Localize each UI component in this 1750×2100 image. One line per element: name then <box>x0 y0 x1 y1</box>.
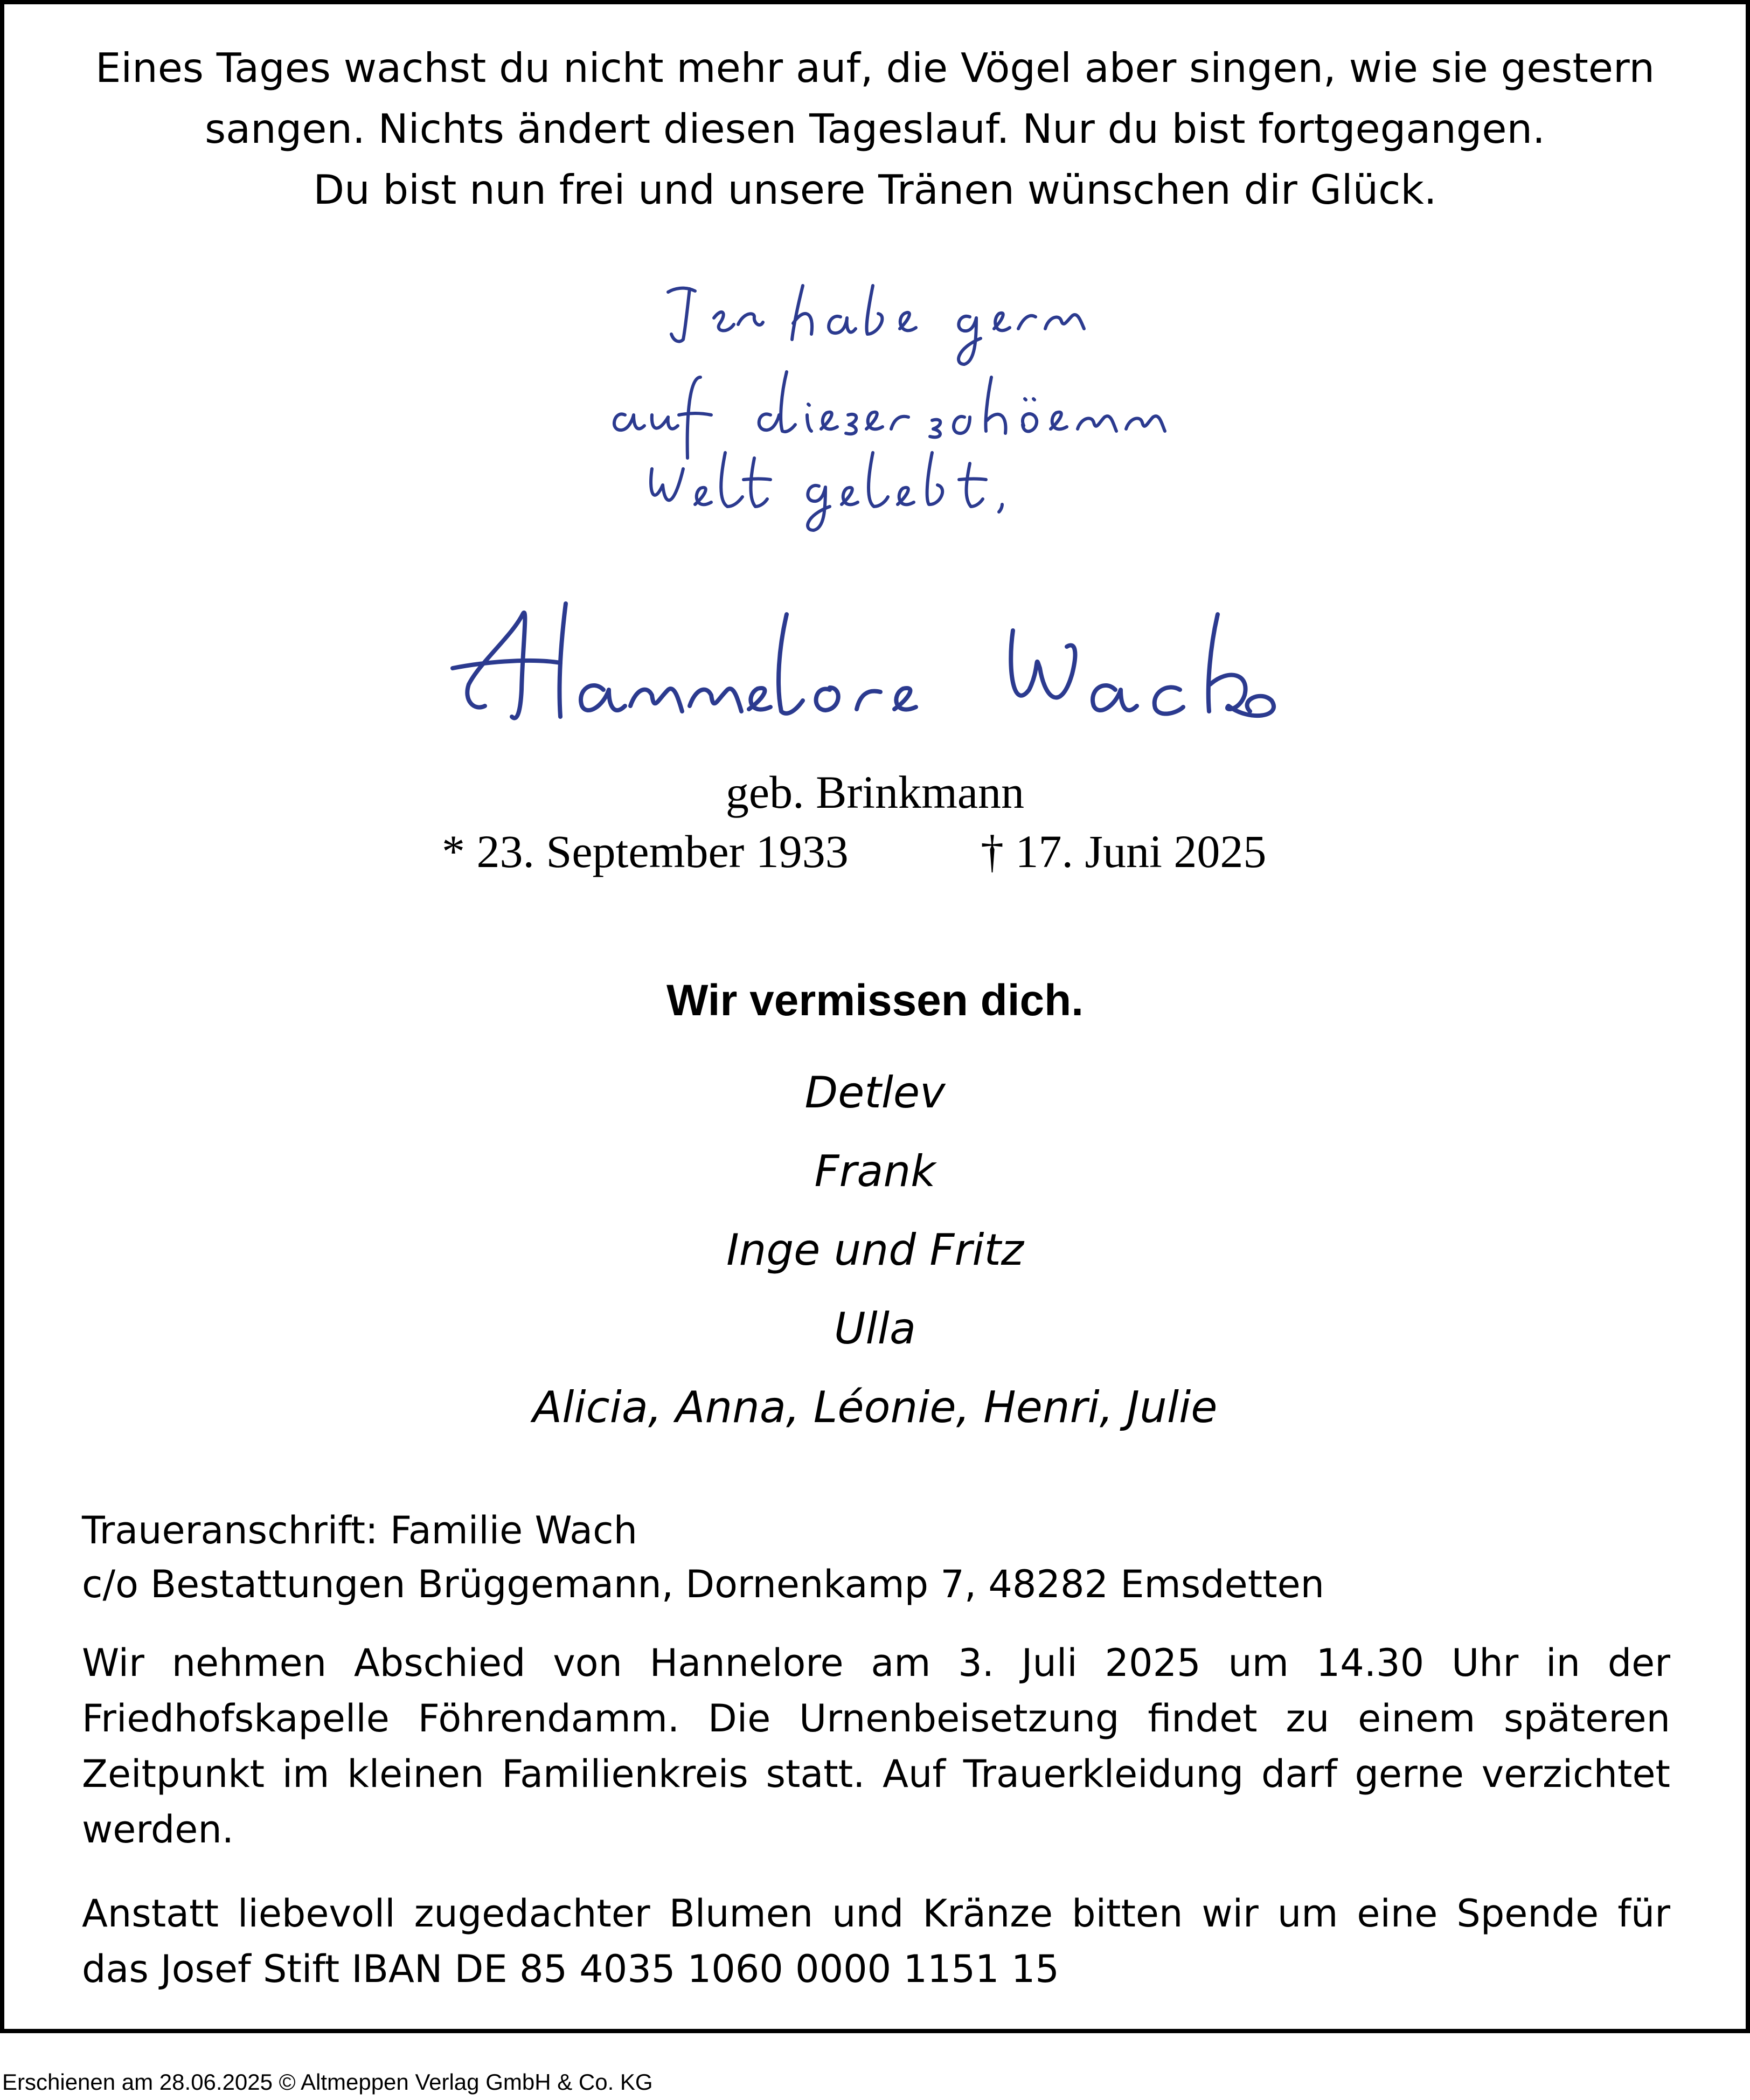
maiden-name: geb. Brinkmann <box>725 766 1025 818</box>
donation-paragraph: Anstatt liebevoll zugedachter Blumen und Kränze bitten wir um eine Spende für das Josef Stift IBAN DE 85 4035 1060 0000 1151 15 <box>82 1891 1670 1991</box>
farewell-paragraph: Wir nehmen Abschied von Hannelore am 3. Juli 2025 um 14.30 Uhr in der Friedhofskapelle Föhrendamm. Die Urnenbeisetzung findet zu einem späteren Zeitpunkt im kleinen Familienkreis statt. Auf Trauerkleidung darf gerne verzichtet werden. <box>82 1641 1670 1852</box>
poem-line: Du bist nun frei und unsere Tränen wünschen dir Glück. <box>313 166 1437 213</box>
mourner-name: Detlev <box>804 1068 946 1118</box>
address-line: c/o Bestattungen Brüggemann, Dornenkamp 7, 48282 Emsdetten <box>82 1562 1325 1606</box>
poem-line: sangen. Nichts ändert diesen Tageslauf. Nur du bist fortgegangen. <box>205 105 1545 153</box>
mourners-list <box>0 1054 1750 1447</box>
mourning-address <box>82 1503 1324 1611</box>
mourner-name: Ulla <box>834 1304 916 1354</box>
publication-footer: Erschienen am 28.06.2025 © Altmeppen Verlag GmbH & Co. KG <box>2 2069 653 2095</box>
message-heading: Wir vermissen dich. <box>666 976 1084 1025</box>
address-line: Traueranschrift: Familie Wach <box>82 1508 637 1553</box>
mourner-name: Alicia, Anna, Léonie, Henri, Julie <box>532 1382 1218 1432</box>
birth-date: * 23. September 1933 <box>442 826 849 877</box>
poem-line: Eines Tages wachst du nicht mehr auf, die Vögel aber singen, wie sie gestern <box>95 44 1655 92</box>
mourner-name: Inge und Fritz <box>726 1225 1024 1275</box>
death-date: † 17. Juni 2025 <box>981 826 1267 877</box>
mourner-name: Frank <box>814 1146 936 1196</box>
signature-image <box>431 582 1336 754</box>
poem <box>0 38 1750 220</box>
handwritten-quote-image <box>593 253 1266 533</box>
